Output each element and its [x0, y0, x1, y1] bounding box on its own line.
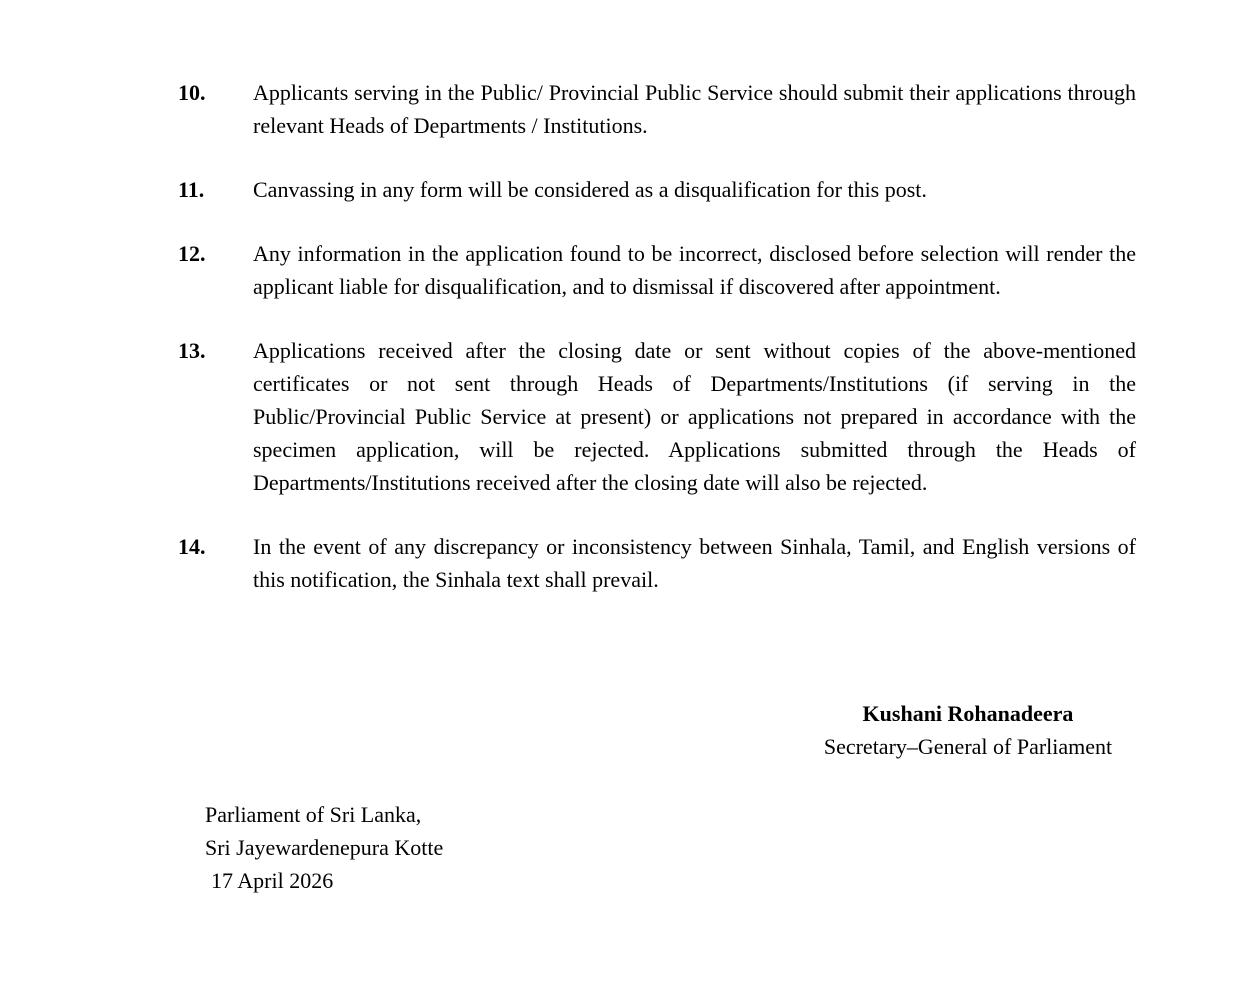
item-number: 10. [178, 80, 206, 105]
item-text: Applications received after the closing date or sent without copies of the above-mentioned certificates or not sent through Heads of Departments/Institutions (if serving in the Public/Provincial Public Service at present) or applications not prepared in accordance with the specimen application, will be rejected. Applications submitted through the Heads of Departments/Institutions received after the closing date will also be rejected. [253, 338, 1136, 495]
signature-block [800, 697, 1136, 763]
signatory-title: Secretary–General of Parliament [823, 734, 1113, 759]
list-item-13 [178, 334, 1136, 499]
item-number: 11. [178, 177, 205, 202]
item-text: Applicants serving in the Public/ Provincial Public Service should submit their applications through relevant Heads of Departments / Institutions. [253, 80, 1136, 138]
item-text: Any information in the application found to be incorrect, disclosed before selection will render the applicant liable for disqualification, and to dismissal if discovered after appointment. [253, 241, 1136, 299]
address-line-2: Sri Jayewardenepura Kotte [205, 835, 444, 860]
item-number: 14. [178, 534, 206, 559]
date-line: 17 April 2026 [211, 868, 334, 893]
item-number: 12. [178, 241, 206, 266]
list-item-11 [178, 173, 1136, 206]
list-item-12 [178, 237, 1136, 303]
list-item-10 [178, 76, 1136, 142]
item-text: In the event of any discrepancy or inconsistency between Sinhala, Tamil, and English versions of this notification, the Sinhala text shall prevail. [253, 534, 1136, 592]
item-number: 13. [178, 338, 206, 363]
signatory-name: Kushani Rohanadeera [862, 701, 1074, 726]
address-line-1: Parliament of Sri Lanka, [205, 802, 422, 827]
item-text: Canvassing in any form will be considered as a disqualification for this post. [253, 177, 927, 202]
address-block [205, 798, 1136, 897]
list-item-14 [178, 530, 1136, 596]
